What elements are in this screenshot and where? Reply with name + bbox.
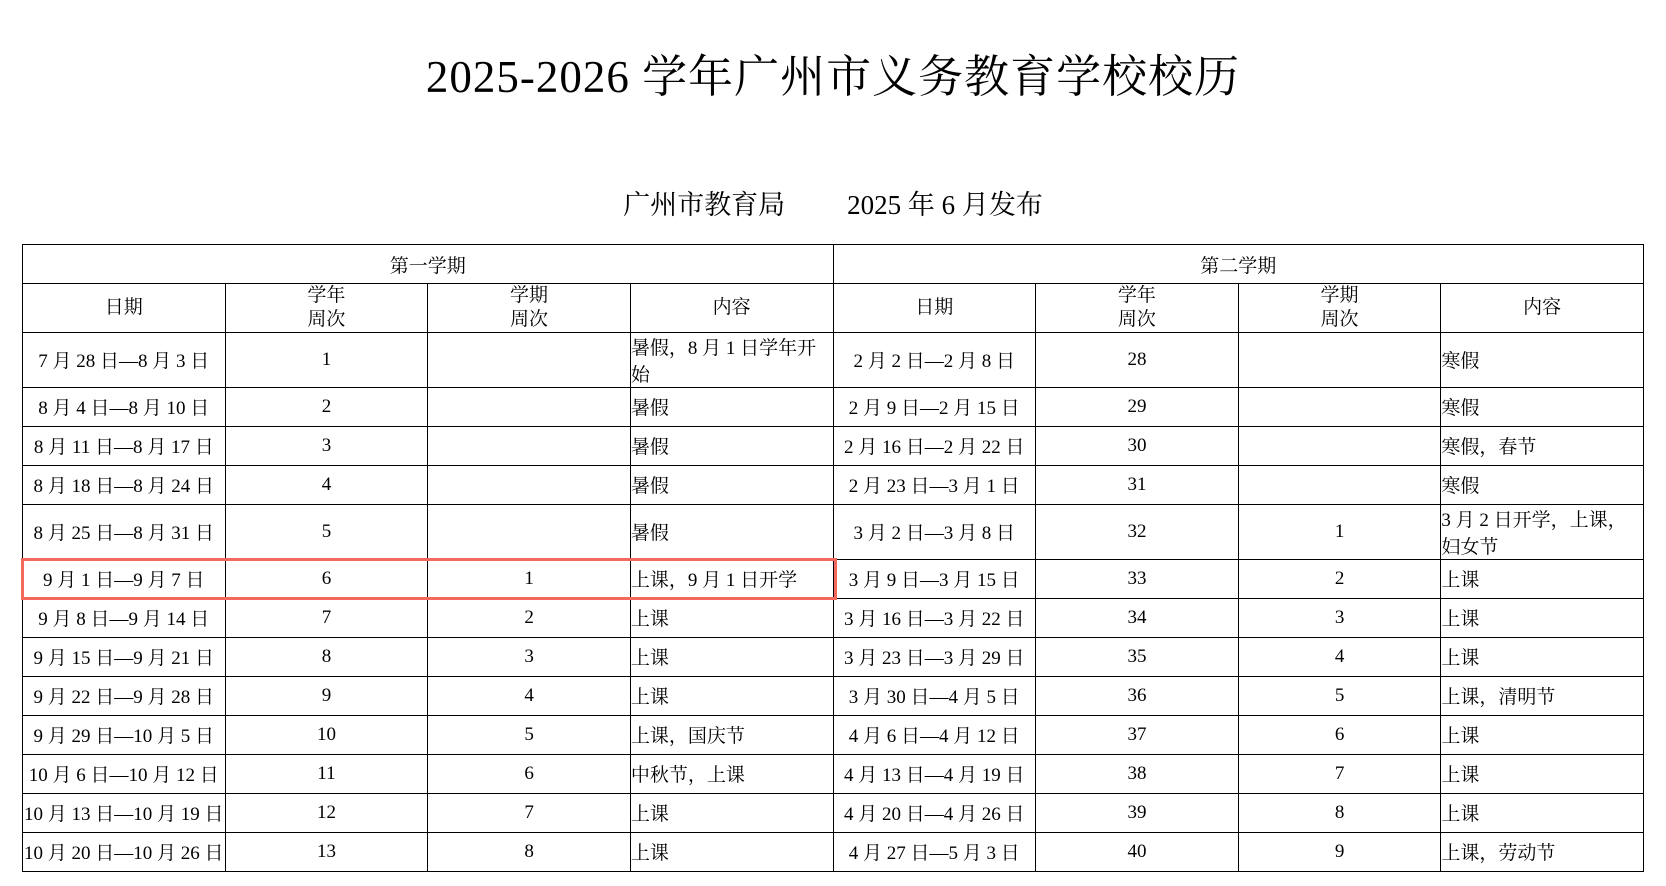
cell-content-right: 寒假，春节	[1441, 426, 1644, 465]
cell-date-right: 4 月 6 日—4 月 12 日	[833, 715, 1036, 754]
cell-content-right: 上课	[1441, 598, 1644, 637]
cell-term-week-right	[1238, 387, 1441, 426]
col-header-term-week-left-line2: 周次	[510, 308, 549, 330]
cell-term-week-right: 2	[1238, 559, 1441, 598]
table-row	[23, 598, 1644, 637]
cell-content-left: 上课	[630, 598, 833, 637]
cell-date-left: 10 月 6 日—10 月 12 日	[23, 754, 226, 793]
cell-content-left: 上课	[630, 676, 833, 715]
cell-content-left: 暑假	[630, 504, 833, 559]
col-header-content-right: 内容	[1441, 284, 1644, 333]
cell-date-right: 4 月 20 日—4 月 26 日	[833, 793, 1036, 832]
table-row	[23, 676, 1644, 715]
cell-academic-week-left: 8	[225, 637, 428, 676]
table-row	[23, 426, 1644, 465]
cell-term-week-right: 8	[1238, 793, 1441, 832]
cell-date-right: 3 月 2 日—3 月 8 日	[833, 504, 1036, 559]
cell-academic-week-right: 40	[1036, 832, 1239, 871]
cell-date-right: 3 月 9 日—3 月 15 日	[833, 559, 1036, 598]
table-head	[23, 245, 1644, 333]
cell-term-week-right: 1	[1238, 504, 1441, 559]
cell-date-right: 2 月 9 日—2 月 15 日	[833, 387, 1036, 426]
cell-term-week-left	[428, 332, 631, 387]
publish-date-label: 2025 年 6 月发布	[847, 190, 1043, 220]
cell-content-right: 上课	[1441, 637, 1644, 676]
cell-date-left: 9 月 8 日—9 月 14 日	[23, 598, 226, 637]
school-calendar-table	[22, 244, 1644, 872]
cell-academic-week-right: 28	[1036, 332, 1239, 387]
col-header-term-week-right-line2: 周次	[1320, 308, 1359, 330]
cell-term-week-left: 7	[428, 793, 631, 832]
cell-term-week-left	[428, 504, 631, 559]
cell-content-left: 暑假	[630, 426, 833, 465]
cell-date-left: 8 月 25 日—8 月 31 日	[23, 504, 226, 559]
table-row	[23, 465, 1644, 504]
table-row	[23, 832, 1644, 871]
table-row	[23, 504, 1644, 559]
cell-academic-week-right: 31	[1036, 465, 1239, 504]
table-row	[23, 715, 1644, 754]
cell-term-week-left: 3	[428, 637, 631, 676]
cell-date-left: 9 月 29 日—10 月 5 日	[23, 715, 226, 754]
col-header-academic-week-right	[1036, 284, 1239, 333]
cell-academic-week-right: 39	[1036, 793, 1239, 832]
cell-academic-week-left: 9	[225, 676, 428, 715]
table-row	[23, 793, 1644, 832]
cell-date-left: 9 月 15 日—9 月 21 日	[23, 637, 226, 676]
col-header-academic-week-left	[225, 284, 428, 333]
cell-academic-week-right: 30	[1036, 426, 1239, 465]
cell-content-right: 上课	[1441, 793, 1644, 832]
table-row	[23, 387, 1644, 426]
cell-academic-week-left: 6	[225, 559, 428, 598]
cell-academic-week-left: 13	[225, 832, 428, 871]
cell-content-right: 上课	[1441, 559, 1644, 598]
cell-content-right: 3 月 2 日开学，上课，妇女节	[1441, 504, 1644, 559]
cell-term-week-left	[428, 465, 631, 504]
cell-academic-week-left: 5	[225, 504, 428, 559]
cell-academic-week-right: 36	[1036, 676, 1239, 715]
cell-term-week-left	[428, 387, 631, 426]
col-header-academic-week-right-line1: 学年	[1117, 285, 1156, 306]
cell-academic-week-right: 37	[1036, 715, 1239, 754]
cell-date-right: 3 月 23 日—3 月 29 日	[833, 637, 1036, 676]
cell-date-right: 2 月 2 日—2 月 8 日	[833, 332, 1036, 387]
issuer-label: 广州市教育局	[623, 190, 786, 220]
cell-date-right: 2 月 16 日—2 月 22 日	[833, 426, 1036, 465]
table-row	[23, 559, 1644, 598]
cell-academic-week-left: 11	[225, 754, 428, 793]
col-header-date-left: 日期	[23, 284, 226, 333]
cell-content-left: 暑假	[630, 465, 833, 504]
table-row	[23, 637, 1644, 676]
cell-content-left: 暑假	[630, 387, 833, 426]
cell-academic-week-left: 4	[225, 465, 428, 504]
cell-term-week-left: 4	[428, 676, 631, 715]
cell-academic-week-right: 29	[1036, 387, 1239, 426]
cell-content-right: 寒假	[1441, 387, 1644, 426]
cell-term-week-left: 2	[428, 598, 631, 637]
cell-content-right: 上课	[1441, 754, 1644, 793]
table-body	[23, 332, 1644, 871]
cell-date-left: 8 月 11 日—8 月 17 日	[23, 426, 226, 465]
cell-date-right: 3 月 30 日—4 月 5 日	[833, 676, 1036, 715]
cell-term-week-right	[1238, 426, 1441, 465]
cell-content-left: 上课	[630, 637, 833, 676]
cell-term-week-right: 4	[1238, 637, 1441, 676]
cell-term-week-left: 8	[428, 832, 631, 871]
page-title: 2025-2026 学年广州市义务教育学校校历	[425, 52, 1241, 102]
col-header-academic-week-left-line1: 学年	[307, 285, 346, 306]
cell-content-left: 上课，9 月 1 日开学	[630, 559, 833, 598]
col-header-term-week-right-line1: 学期	[1320, 285, 1359, 306]
cell-term-week-right	[1238, 465, 1441, 504]
cell-date-right: 4 月 27 日—5 月 3 日	[833, 832, 1036, 871]
cell-content-right: 上课，清明节	[1441, 676, 1644, 715]
cell-date-left: 10 月 20 日—10 月 26 日	[23, 832, 226, 871]
table-row	[23, 332, 1644, 387]
column-header-row	[23, 284, 1644, 333]
table-row	[23, 754, 1644, 793]
col-header-term-week-left	[428, 284, 631, 333]
cell-content-left: 暑假，8 月 1 日学年开始	[630, 332, 833, 387]
cell-academic-week-left: 3	[225, 426, 428, 465]
cell-academic-week-right: 33	[1036, 559, 1239, 598]
cell-content-right: 上课，劳动节	[1441, 832, 1644, 871]
cell-term-week-left: 1	[428, 559, 631, 598]
semester-header-second: 第二学期	[833, 245, 1644, 284]
cell-content-left: 中秋节，上课	[630, 754, 833, 793]
cell-term-week-left: 5	[428, 715, 631, 754]
cell-academic-week-left: 1	[225, 332, 428, 387]
cell-term-week-left	[428, 426, 631, 465]
cell-content-right: 寒假	[1441, 332, 1644, 387]
cell-date-left: 8 月 18 日—8 月 24 日	[23, 465, 226, 504]
col-header-term-week-right	[1238, 284, 1441, 333]
col-header-academic-week-right-line2: 周次	[1117, 308, 1156, 330]
cell-academic-week-left: 12	[225, 793, 428, 832]
cell-academic-week-right: 34	[1036, 598, 1239, 637]
cell-term-week-right: 5	[1238, 676, 1441, 715]
cell-content-left: 上课	[630, 793, 833, 832]
cell-academic-week-left: 7	[225, 598, 428, 637]
cell-academic-week-right: 38	[1036, 754, 1239, 793]
cell-academic-week-left: 2	[225, 387, 428, 426]
cell-term-week-left: 6	[428, 754, 631, 793]
cell-date-left: 9 月 22 日—9 月 28 日	[23, 676, 226, 715]
cell-date-right: 2 月 23 日—3 月 1 日	[833, 465, 1036, 504]
subtitle-row	[0, 183, 1666, 222]
cell-date-left: 7 月 28 日—8 月 3 日	[23, 332, 226, 387]
semester-header-first: 第一学期	[23, 245, 834, 284]
col-header-date-right: 日期	[833, 284, 1036, 333]
cell-content-right: 上课	[1441, 715, 1644, 754]
semester-header-row	[23, 245, 1644, 284]
cell-content-left: 上课	[630, 832, 833, 871]
cell-academic-week-right: 35	[1036, 637, 1239, 676]
cell-date-right: 3 月 16 日—3 月 22 日	[833, 598, 1036, 637]
cell-date-left: 8 月 4 日—8 月 10 日	[23, 387, 226, 426]
col-header-content-left: 内容	[630, 284, 833, 333]
cell-academic-week-left: 10	[225, 715, 428, 754]
cell-term-week-right: 3	[1238, 598, 1441, 637]
col-header-term-week-left-line1: 学期	[510, 285, 549, 306]
cell-date-right: 4 月 13 日—4 月 19 日	[833, 754, 1036, 793]
col-header-academic-week-left-line2: 周次	[307, 308, 346, 330]
cell-date-left: 9 月 1 日—9 月 7 日	[23, 559, 226, 598]
cell-content-left: 上课，国庆节	[630, 715, 833, 754]
cell-term-week-right	[1238, 332, 1441, 387]
cell-term-week-right: 9	[1238, 832, 1441, 871]
cell-date-left: 10 月 13 日—10 月 19 日	[23, 793, 226, 832]
cell-term-week-right: 6	[1238, 715, 1441, 754]
cell-content-right: 寒假	[1441, 465, 1644, 504]
cell-term-week-right: 7	[1238, 754, 1441, 793]
cell-academic-week-right: 32	[1036, 504, 1239, 559]
